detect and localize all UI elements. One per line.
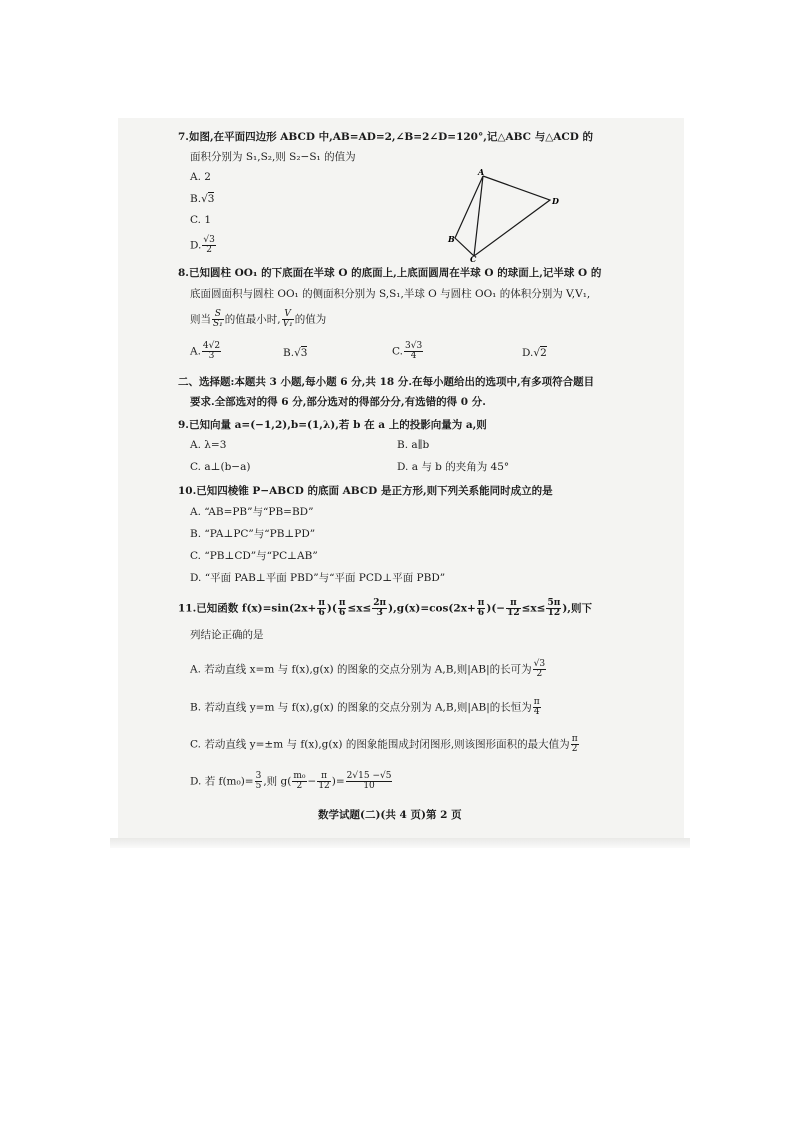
quadrilateral-edges [455,176,550,256]
q7-option-a: A. 2 [190,171,211,183]
q8-option-c: C. $\frac{3√3}{4}$ [392,341,423,361]
q8-option-a: A. $\frac{4√2}{3}$ [190,341,221,361]
q8-stem-line1: 8.已知圆柱 OO₁ 的下底面在半球 O 的底面上,上底面圆周在半球 O 的球面上,记半球 O 的 [178,267,602,279]
page-edge-shadow [110,838,690,848]
vertex-b-label: B [448,234,455,244]
q10-option-d: D. “平面 PAB⊥平面 PBD”与“平面 PCD⊥平面 PBD” [190,572,446,584]
q7-option-d: D. $\frac{√3}{2}$ [190,235,215,255]
q9-option-a: A. λ=3 [190,439,227,451]
q11-option-d: D. 若 f(m₀)= $\frac{3}{5}$ ,则 g( $\frac{\text{m₀}}{2}$ − $\frac{\pi}{12}$ )= $\frac{2√15 -√5}{10}$ [190,771,392,791]
q7-stem-line2: 面积分别为 S₁,S₂,则 S₂−S₁ 的值为 [190,151,356,163]
q10-option-a: A. “AB=PB”与“PB=BD” [190,506,314,518]
page-footer: 数学试题(二)(共 4 页)第 2 页 [318,809,462,821]
vertex-d-label: D [552,196,559,206]
q8-option-d: D.√2 [522,347,547,359]
q11-stem-line1: 11.已知函数 f(x)=sin(2x+ $\frac{\pi}{6}$ )( $\frac{\pi}{6}$ ≤x≤ $\frac{2\pi}{3}$ ),g(x)=cos(2x+ $\frac{\pi}{6}$ )(− $\frac{\pi}{12}$ ≤x≤ $\frac{5\pi}{12}$ ),则下 [178,598,592,618]
q8-stem-line2: 底面圆面积与圆柱 OO₁ 的侧面积分别为 S,S₁,半球 O 与圆柱 OO₁ 的体积分别为 V,V₁, [190,288,591,300]
q8-stem-line3: 则当 $\frac{S}{\text{S₁}}$ 的值最小时, $\frac{V}{\text{V₁}}$ 的值为 [190,309,327,329]
q9-option-b: B. a∥b [397,439,430,451]
section2-instructions-line1: 二、选择题:本题共 3 小题,每小题 6 分,共 18 分.在每小题给出的选项中,有多项符合题目 [178,376,595,388]
q9-option-c: C. a⊥(b−a) [190,461,251,473]
q7-stem-line1: 7.如图,在平面四边形 ABCD 中,AB=AD=2,∠B=2∠D=120°,记△ABC 与△ACD 的 [178,131,594,143]
q8-option-b: B.√3 [283,347,308,359]
q7-option-b: B.√3 [190,193,215,205]
q10-option-b: B. “PA⊥PC”与“PB⊥PD” [190,528,316,540]
q9-option-d: D. a 与 b 的夹角为 45° [397,461,510,473]
vertex-c-label: C [470,254,477,262]
q11-option-a: A. 若动直线 x=m 与 f(x),g(x) 的图象的交点分别为 A,B,则|AB|的长可为 $\frac{√3}{2}$ [190,659,546,679]
section2-instructions-line2: 要求.全部选对的得 6 分,部分选对的得部分分,有选错的得 0 分. [190,396,486,408]
q7-quadrilateral-figure [440,166,570,262]
q11-option-c: C. 若动直线 y=±m 与 f(x),g(x) 的图象能围成封闭图形,则该图形面积的最大值为 $\frac{\pi}{2}$ [190,734,578,754]
vertex-a-label: A [478,167,485,177]
q11-option-b: B. 若动直线 y=m 与 f(x),g(x) 的图象的交点分别为 A,B,则|AB|的长恒为 $\frac{\pi}{4}$ [190,697,540,717]
q11-stem-line2: 列结论正确的是 [190,629,264,641]
q7-option-c: C. 1 [190,214,212,226]
q10-stem: 10.已知四棱锥 P−ABCD 的底面 ABCD 是正方形,则下列关系能同时成立的是 [178,485,553,497]
q9-stem: 9.已知向量 a=(−1,2),b=(1,λ),若 b 在 a 上的投影向量为 a,则 [178,419,487,431]
q10-option-c: C. “PB⊥CD”与“PC⊥AB” [190,550,318,562]
